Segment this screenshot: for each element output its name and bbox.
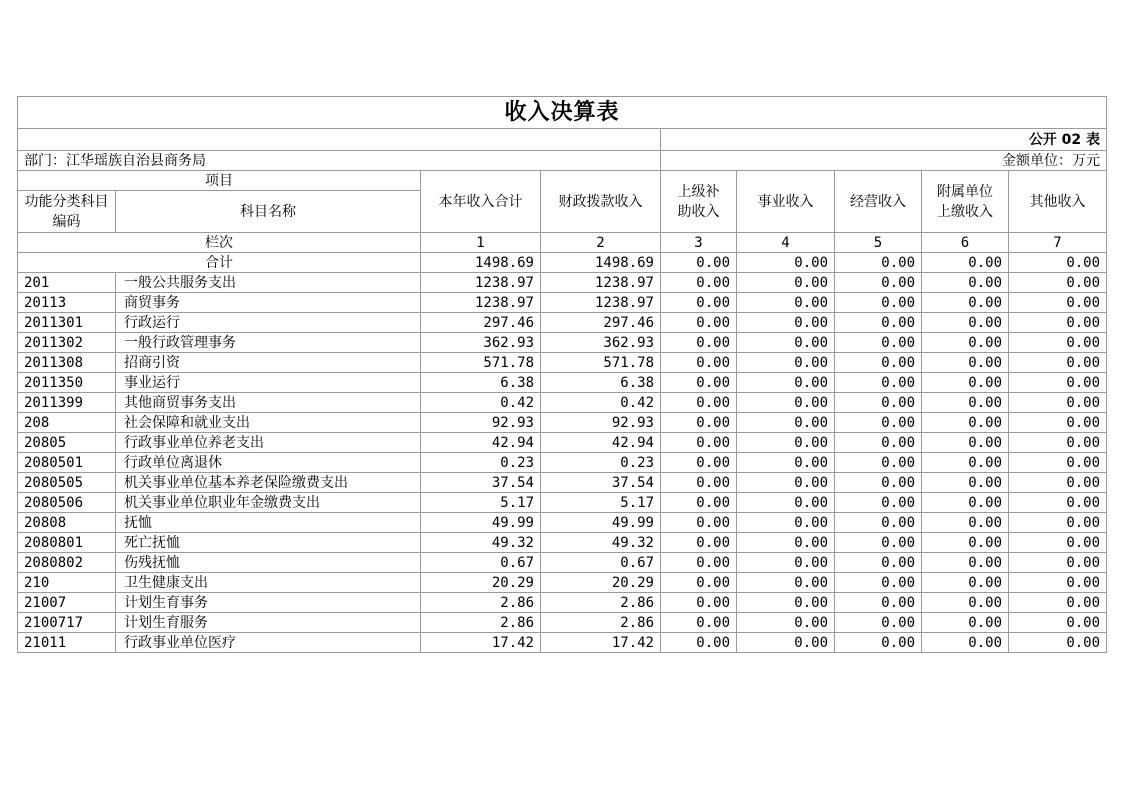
amount-cell: 0.00	[1009, 513, 1107, 533]
amount-cell: 92.93	[421, 413, 541, 433]
amount-cell: 42.94	[421, 433, 541, 453]
header-col-other-income: 其他收入	[1009, 171, 1107, 233]
amount-cell: 0.00	[835, 453, 922, 473]
amount-cell: 0.00	[1009, 433, 1107, 453]
amount-cell: 0.00	[1009, 533, 1107, 553]
amount-cell: 0.00	[737, 613, 835, 633]
column-number: 1	[421, 233, 541, 253]
column-number-label: 栏次	[18, 233, 421, 253]
amount-cell: 0.00	[1009, 493, 1107, 513]
amount-cell: 0.00	[835, 553, 922, 573]
header-col-business-income: 事业收入	[737, 171, 835, 233]
table-row	[18, 393, 1107, 413]
subject-name: 其他商贸事务支出	[116, 393, 421, 413]
subject-name: 一般行政管理事务	[116, 333, 421, 353]
column-number: 3	[661, 233, 737, 253]
table-row	[18, 633, 1107, 653]
amount-cell: 0.00	[661, 513, 737, 533]
amount-cell: 0.00	[835, 633, 922, 653]
amount-cell: 0.00	[1009, 293, 1107, 313]
subject-code: 2011308	[18, 353, 116, 373]
total-row	[18, 253, 1107, 273]
amount-cell: 0.23	[541, 453, 661, 473]
total-value: 0.00	[737, 253, 835, 273]
amount-cell: 0.00	[661, 413, 737, 433]
total-value: 1498.69	[421, 253, 541, 273]
subject-code: 2011399	[18, 393, 116, 413]
amount-cell: 0.00	[1009, 473, 1107, 493]
amount-cell: 0.00	[737, 293, 835, 313]
subject-name: 计划生育事务	[116, 593, 421, 613]
amount-cell: 0.00	[835, 573, 922, 593]
amount-cell: 0.00	[661, 393, 737, 413]
column-number: 6	[922, 233, 1009, 253]
amount-cell: 0.00	[922, 493, 1009, 513]
amount-cell: 362.93	[541, 333, 661, 353]
subject-code: 21007	[18, 593, 116, 613]
amount-cell: 2.86	[541, 613, 661, 633]
amount-cell: 49.99	[541, 513, 661, 533]
amount-cell: 0.00	[1009, 413, 1107, 433]
amount-cell: 362.93	[421, 333, 541, 353]
table-row	[18, 293, 1107, 313]
amount-cell: 0.00	[661, 313, 737, 333]
amount-cell: 0.00	[922, 293, 1009, 313]
amount-cell: 0.00	[661, 353, 737, 373]
subject-name: 招商引资	[116, 353, 421, 373]
total-value: 0.00	[661, 253, 737, 273]
amount-cell: 0.00	[661, 433, 737, 453]
table-row	[18, 513, 1107, 533]
page-title: 收入决算表	[18, 97, 1107, 129]
amount-cell: 2.86	[421, 593, 541, 613]
amount-cell: 0.00	[737, 273, 835, 293]
amount-cell: 2.86	[541, 593, 661, 613]
amount-cell: 49.99	[421, 513, 541, 533]
amount-cell: 0.00	[922, 413, 1009, 433]
total-value: 1498.69	[541, 253, 661, 273]
table-row	[18, 533, 1107, 553]
amount-cell: 0.00	[835, 293, 922, 313]
amount-cell: 0.00	[737, 373, 835, 393]
amount-cell: 0.00	[922, 433, 1009, 453]
amount-cell: 571.78	[541, 353, 661, 373]
amount-cell: 0.00	[661, 333, 737, 353]
income-final-accounts-table	[17, 96, 1107, 653]
subject-name: 行政事业单位养老支出	[116, 433, 421, 453]
amount-cell: 0.00	[737, 433, 835, 453]
table-row	[18, 473, 1107, 493]
amount-cell: 5.17	[421, 493, 541, 513]
amount-cell: 0.00	[737, 553, 835, 573]
amount-cell: 0.00	[661, 473, 737, 493]
amount-cell: 17.42	[421, 633, 541, 653]
table-row	[18, 613, 1107, 633]
department-label: 部门：江华瑶族自治县商务局	[18, 151, 661, 171]
table-row	[18, 493, 1107, 513]
amount-cell: 0.00	[922, 533, 1009, 553]
amount-cell: 0.00	[922, 453, 1009, 473]
subject-name: 行政事业单位医疗	[116, 633, 421, 653]
amount-cell: 1238.97	[421, 273, 541, 293]
form-code: 公开 02 表	[661, 129, 1107, 151]
amount-cell: 20.29	[541, 573, 661, 593]
header-col-superior-subsidy: 上级补助收入	[661, 171, 737, 233]
amount-cell: 0.00	[661, 553, 737, 573]
subject-name: 死亡抚恤	[116, 533, 421, 553]
amount-cell: 0.00	[835, 273, 922, 293]
amount-cell: 0.00	[661, 533, 737, 553]
amount-cell: 0.00	[835, 513, 922, 533]
subject-code: 210	[18, 573, 116, 593]
amount-cell: 0.00	[922, 273, 1009, 293]
amount-cell: 0.00	[1009, 373, 1107, 393]
amount-cell: 0.00	[1009, 393, 1107, 413]
total-label: 合计	[18, 253, 421, 273]
amount-cell: 0.00	[1009, 313, 1107, 333]
amount-cell: 1238.97	[541, 273, 661, 293]
amount-cell: 0.00	[737, 573, 835, 593]
amount-cell: 0.00	[661, 453, 737, 473]
amount-cell: 0.00	[835, 493, 922, 513]
amount-cell: 0.00	[1009, 573, 1107, 593]
header-subject-name: 科目名称	[116, 191, 421, 233]
amount-cell: 0.00	[661, 573, 737, 593]
header-col-fiscal-appropriation: 财政拨款收入	[541, 171, 661, 233]
table-row	[18, 273, 1107, 293]
amount-cell: 37.54	[541, 473, 661, 493]
table-row	[18, 353, 1107, 373]
subject-name: 行政单位离退休	[116, 453, 421, 473]
amount-cell: 0.00	[661, 613, 737, 633]
subject-name: 计划生育服务	[116, 613, 421, 633]
amount-cell: 5.17	[541, 493, 661, 513]
amount-cell: 0.00	[737, 473, 835, 493]
amount-cell: 0.00	[922, 633, 1009, 653]
amount-unit-label: 金额单位：万元	[661, 151, 1107, 171]
amount-cell: 49.32	[421, 533, 541, 553]
amount-cell: 92.93	[541, 413, 661, 433]
column-number: 5	[835, 233, 922, 253]
amount-cell: 0.00	[835, 613, 922, 633]
subject-code: 20808	[18, 513, 116, 533]
subject-code: 21011	[18, 633, 116, 653]
subject-name: 机关事业单位职业年金缴费支出	[116, 493, 421, 513]
table-row	[18, 413, 1107, 433]
amount-cell: 571.78	[421, 353, 541, 373]
amount-cell: 0.00	[922, 353, 1009, 373]
table-row	[18, 593, 1107, 613]
header-item: 项目	[18, 171, 421, 191]
amount-cell: 37.54	[421, 473, 541, 493]
amount-cell: 0.00	[737, 513, 835, 533]
amount-cell: 0.00	[922, 613, 1009, 633]
amount-cell: 0.42	[421, 393, 541, 413]
amount-cell: 0.67	[421, 553, 541, 573]
total-value: 0.00	[835, 253, 922, 273]
subject-code: 2080802	[18, 553, 116, 573]
amount-cell: 0.23	[421, 453, 541, 473]
amount-cell: 17.42	[541, 633, 661, 653]
amount-cell: 0.00	[737, 533, 835, 553]
amount-cell: 0.00	[1009, 453, 1107, 473]
subject-code: 20805	[18, 433, 116, 453]
amount-cell: 0.00	[737, 393, 835, 413]
amount-cell: 0.00	[922, 513, 1009, 533]
header-col-total-income: 本年收入合计	[421, 171, 541, 233]
subject-code: 2011301	[18, 313, 116, 333]
amount-cell: 0.00	[661, 493, 737, 513]
subject-code: 2100717	[18, 613, 116, 633]
amount-cell: 0.00	[835, 333, 922, 353]
amount-cell: 1238.97	[541, 293, 661, 313]
subject-code: 2011302	[18, 333, 116, 353]
subject-name: 抚恤	[116, 513, 421, 533]
amount-cell: 0.00	[835, 353, 922, 373]
table-row	[18, 573, 1107, 593]
amount-cell: 0.00	[835, 433, 922, 453]
amount-cell: 0.00	[737, 633, 835, 653]
amount-cell: 0.00	[661, 273, 737, 293]
subject-name: 卫生健康支出	[116, 573, 421, 593]
table-row	[18, 313, 1107, 333]
amount-cell: 0.00	[737, 313, 835, 333]
amount-cell: 0.00	[661, 293, 737, 313]
amount-cell: 0.00	[737, 333, 835, 353]
amount-cell: 0.00	[922, 553, 1009, 573]
amount-cell: 0.00	[1009, 633, 1107, 653]
amount-cell: 0.42	[541, 393, 661, 413]
amount-cell: 0.00	[661, 633, 737, 653]
amount-cell: 0.00	[835, 593, 922, 613]
amount-cell: 0.00	[835, 313, 922, 333]
subject-name: 一般公共服务支出	[116, 273, 421, 293]
total-value: 0.00	[922, 253, 1009, 273]
amount-cell: 0.00	[835, 533, 922, 553]
table-row	[18, 373, 1107, 393]
total-value: 0.00	[1009, 253, 1107, 273]
amount-cell: 297.46	[421, 313, 541, 333]
amount-cell: 0.00	[1009, 593, 1107, 613]
amount-cell: 6.38	[541, 373, 661, 393]
amount-cell: 0.00	[922, 593, 1009, 613]
subject-name: 伤残抚恤	[116, 553, 421, 573]
amount-cell: 0.00	[1009, 333, 1107, 353]
subject-code: 2080505	[18, 473, 116, 493]
subject-code: 2080801	[18, 533, 116, 553]
amount-cell: 0.00	[922, 373, 1009, 393]
amount-cell: 1238.97	[421, 293, 541, 313]
amount-cell: 0.00	[661, 593, 737, 613]
amount-cell: 0.00	[1009, 613, 1107, 633]
amount-cell: 0.00	[1009, 273, 1107, 293]
subject-name: 社会保障和就业支出	[116, 413, 421, 433]
amount-cell: 0.00	[922, 333, 1009, 353]
amount-cell: 297.46	[541, 313, 661, 333]
column-number: 4	[737, 233, 835, 253]
amount-cell: 0.67	[541, 553, 661, 573]
amount-cell: 49.32	[541, 533, 661, 553]
table-row	[18, 453, 1107, 473]
subject-code: 2080506	[18, 493, 116, 513]
table-row	[18, 433, 1107, 453]
amount-cell: 0.00	[1009, 553, 1107, 573]
subject-name: 行政运行	[116, 313, 421, 333]
subject-code: 20113	[18, 293, 116, 313]
amount-cell: 0.00	[922, 573, 1009, 593]
amount-cell: 0.00	[1009, 353, 1107, 373]
subject-name: 机关事业单位基本养老保险缴费支出	[116, 473, 421, 493]
amount-cell: 2.86	[421, 613, 541, 633]
column-number: 7	[1009, 233, 1107, 253]
subject-code: 201	[18, 273, 116, 293]
blank-cell	[18, 129, 661, 151]
amount-cell: 0.00	[737, 453, 835, 473]
amount-cell: 6.38	[421, 373, 541, 393]
table-row	[18, 333, 1107, 353]
amount-cell: 0.00	[737, 413, 835, 433]
amount-cell: 20.29	[421, 573, 541, 593]
subject-code: 2011350	[18, 373, 116, 393]
amount-cell: 0.00	[835, 473, 922, 493]
amount-cell: 0.00	[835, 413, 922, 433]
amount-cell: 0.00	[835, 373, 922, 393]
amount-cell: 0.00	[835, 393, 922, 413]
subject-code: 208	[18, 413, 116, 433]
subject-name: 事业运行	[116, 373, 421, 393]
column-number: 2	[541, 233, 661, 253]
amount-cell: 42.94	[541, 433, 661, 453]
table-row	[18, 553, 1107, 573]
subject-name: 商贸事务	[116, 293, 421, 313]
amount-cell: 0.00	[922, 313, 1009, 333]
header-col-affiliated-unit-income: 附属单位上缴收入	[922, 171, 1009, 233]
header-col-operating-income: 经营收入	[835, 171, 922, 233]
subject-code: 2080501	[18, 453, 116, 473]
amount-cell: 0.00	[922, 473, 1009, 493]
amount-cell: 0.00	[661, 373, 737, 393]
amount-cell: 0.00	[737, 353, 835, 373]
amount-cell: 0.00	[922, 393, 1009, 413]
amount-cell: 0.00	[737, 493, 835, 513]
header-function-code: 功能分类科目编码	[18, 191, 116, 233]
amount-cell: 0.00	[737, 593, 835, 613]
